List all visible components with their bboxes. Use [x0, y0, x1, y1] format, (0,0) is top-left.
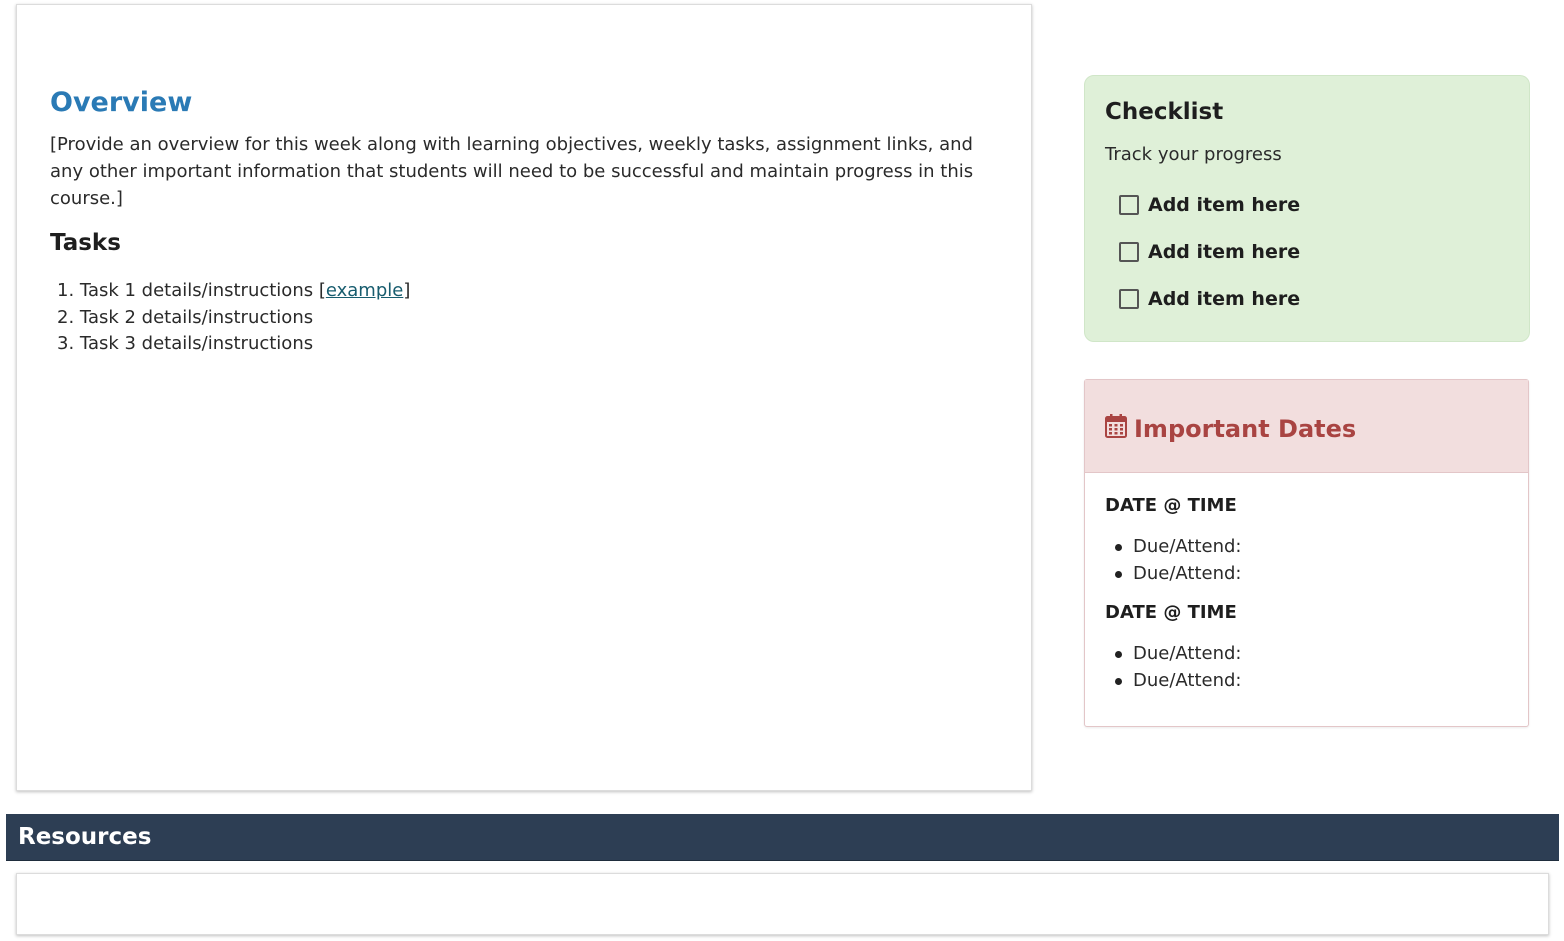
list-item: Due/Attend:: [1113, 533, 1242, 560]
date-list: [1113, 533, 1242, 587]
checklist-panel: [1084, 75, 1530, 342]
important-dates-panel: [1084, 379, 1529, 727]
list-item: [57, 278, 410, 305]
checklist-item[interactable]: [1119, 286, 1300, 312]
checklist-item[interactable]: [1119, 192, 1300, 218]
checkbox[interactable]: [1119, 242, 1139, 262]
task-suffix: ]: [403, 280, 411, 301]
date-heading: DATE @ TIME: [1105, 602, 1237, 623]
list-item: Due/Attend:: [1113, 667, 1242, 694]
checklist-item-label: Add item here: [1148, 194, 1301, 216]
tasks-title: Tasks: [50, 230, 121, 256]
important-dates-title: Important Dates: [1134, 415, 1357, 443]
checklist-subtitle: Track your progress: [1105, 144, 1282, 165]
list-item: [57, 305, 410, 332]
checklist-item-label: Add item here: [1148, 241, 1301, 263]
task-text: Task 3 details/instructions: [79, 333, 314, 354]
list-item: Due/Attend:: [1113, 560, 1242, 587]
overview-title: Overview: [50, 87, 193, 118]
task-number: 1.: [57, 280, 75, 301]
list-item: Due/Attend:: [1113, 640, 1242, 667]
checkbox[interactable]: [1119, 289, 1139, 309]
resources-title: Resources: [18, 824, 152, 850]
overview-text: [Provide an overview for this week along with learning objectives, weekly tasks, assignment links, and any other important information that students will need to be successful and maintain progress in this course.]: [50, 134, 974, 209]
list-item: [57, 331, 410, 358]
resources-card: [16, 873, 1549, 935]
task-text: Task 2 details/instructions: [79, 306, 314, 328]
important-dates-title-row: [1105, 414, 1356, 444]
tasks-list: [57, 278, 410, 358]
checklist-item[interactable]: [1119, 239, 1300, 265]
resources-header: [6, 814, 1559, 861]
example-link[interactable]: example: [325, 280, 404, 301]
checklist-title: Checklist: [1105, 99, 1224, 125]
calendar-icon: [1105, 414, 1134, 444]
important-dates-header: [1085, 380, 1528, 473]
date-list: [1113, 640, 1242, 694]
checkbox[interactable]: [1119, 195, 1139, 215]
task-number: 3.: [57, 333, 75, 354]
checklist-item-label: Add item here: [1148, 288, 1301, 310]
task-number: 2.: [57, 306, 75, 328]
date-heading: DATE @ TIME: [1105, 495, 1237, 516]
task-text: Task 1 details/instructions [: [79, 280, 326, 301]
overview-card: [16, 4, 1032, 791]
